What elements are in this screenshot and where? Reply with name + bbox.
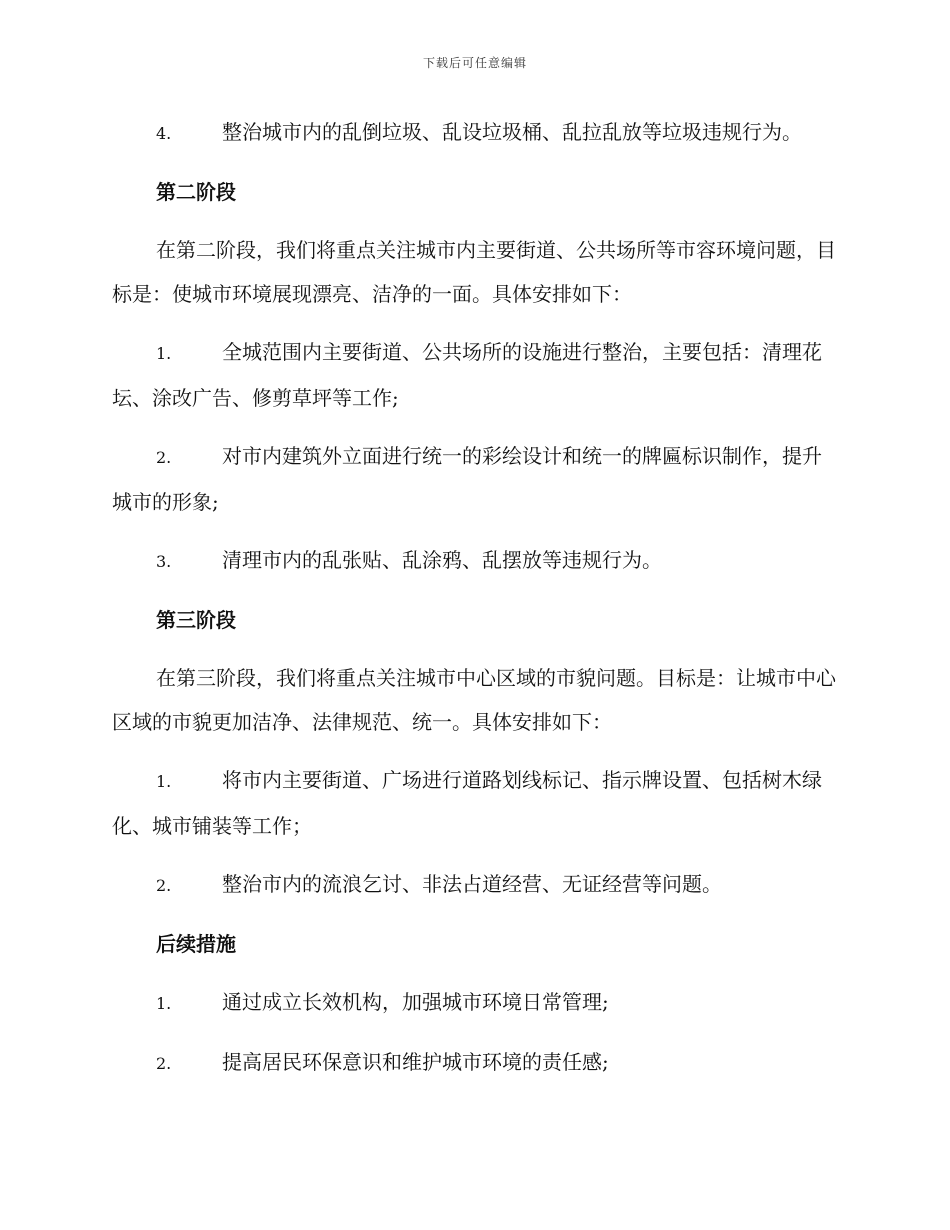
list-item-text: 对市内建筑外立面进行统一的彩绘设计和统一的牌匾标识制作，提升城市的形象; xyxy=(112,444,822,514)
list-item-text: 清理市内的乱张贴、乱涂鸦、乱摆放等违规行为。 xyxy=(222,548,662,572)
list-number: 2. xyxy=(156,1054,172,1073)
list-item xyxy=(112,862,838,908)
list-item-text: 全城范围内主要街道、公共场所的设施进行整治，主要包括：清理花坛、涂改广告、修剪草坪等工作; xyxy=(112,340,822,410)
list-item xyxy=(112,758,838,848)
list-number: 4. xyxy=(156,124,172,143)
body-paragraph: 在第二阶段，我们将重点关注城市内主要街道、公共场所等市容环境问题，目标是：使城市环境展现漂亮、洁净的一面。具体安排如下： xyxy=(112,238,836,306)
page-header-note: 下载后可任意编辑 xyxy=(422,56,527,70)
list-number: 1. xyxy=(156,772,172,791)
section-heading-follow-up: 后续措施 xyxy=(156,932,236,956)
list-item-text: 整治城市内的乱倒垃圾、乱设垃圾桶、乱拉乱放等垃圾违规行为。 xyxy=(222,120,802,144)
list-item xyxy=(112,110,838,156)
list-number: 1. xyxy=(156,344,172,363)
list-item xyxy=(112,538,838,584)
list-item xyxy=(112,330,838,420)
list-item-text: 整治市内的流浪乞讨、非法占道经营、无证经营等问题。 xyxy=(222,872,722,896)
list-number: 2. xyxy=(156,448,172,467)
list-item xyxy=(112,980,838,1026)
body-paragraph: 在第三阶段，我们将重点关注城市中心区域的市貌问题。目标是：让城市中心区域的市貌更加洁净、法律规范、统一。具体安排如下： xyxy=(112,666,836,734)
list-number: 2. xyxy=(156,876,172,895)
section-heading-stage-three: 第三阶段 xyxy=(156,608,236,632)
list-item-text: 提高居民环保意识和维护城市环境的责任感; xyxy=(222,1050,609,1074)
section-heading-stage-two: 第二阶段 xyxy=(156,180,236,204)
list-item-text: 通过成立长效机构，加强城市环境日常管理; xyxy=(222,990,609,1014)
list-item xyxy=(112,434,838,524)
document-body xyxy=(112,110,838,1100)
list-item-text: 将市内主要街道、广场进行道路划线标记、指示牌设置、包括树木绿化、城市铺装等工作； xyxy=(112,768,822,838)
list-item xyxy=(112,1040,838,1086)
list-number: 3. xyxy=(156,552,172,571)
list-number: 1. xyxy=(156,994,172,1013)
